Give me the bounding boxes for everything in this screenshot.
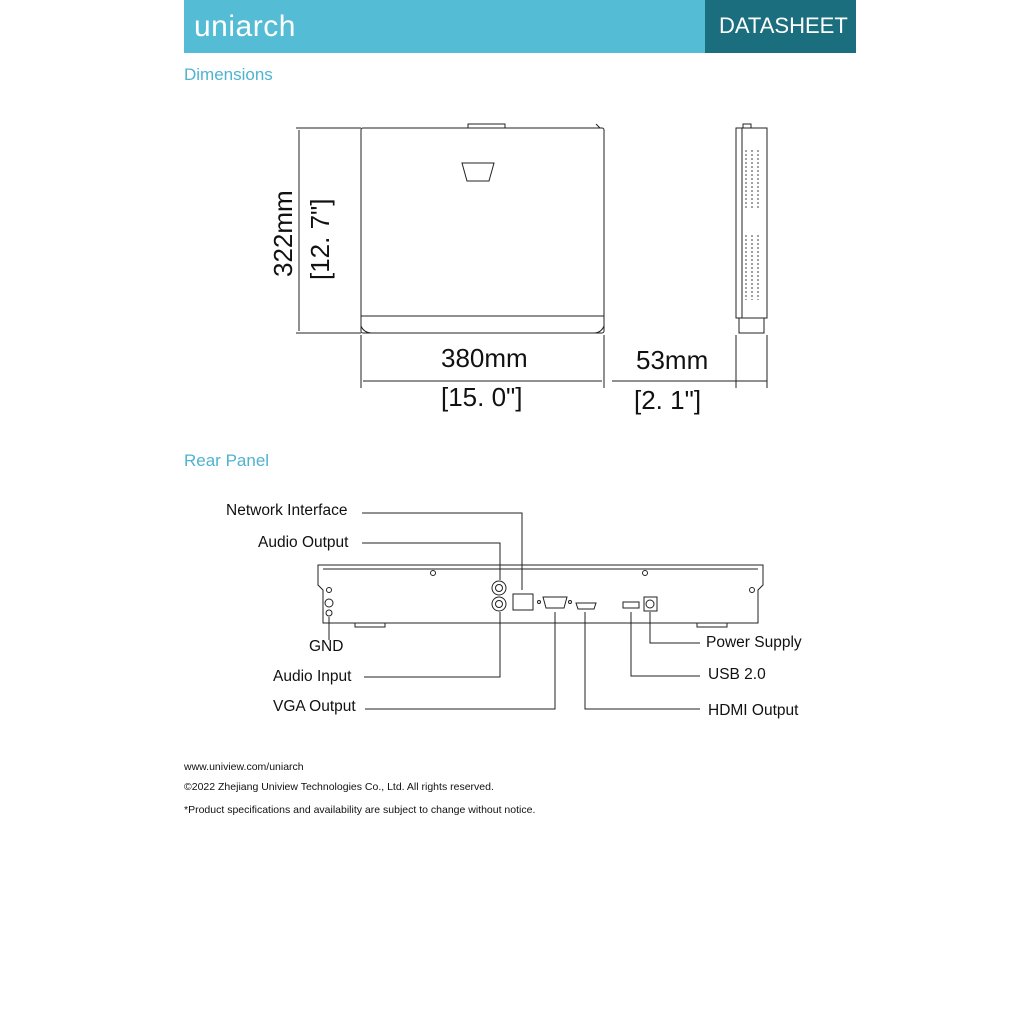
top-view-drawing: [361, 124, 604, 333]
label-audio-input: Audio Input: [273, 668, 352, 685]
document-title: DATASHEET: [719, 13, 848, 38]
width-inch-label: [15. 0"]: [441, 382, 523, 412]
label-audio-output: Audio Output: [258, 534, 349, 551]
label-vga-output: VGA Output: [273, 698, 356, 715]
label-power-supply: Power Supply: [706, 634, 802, 651]
depth-mm-label: 53mm: [636, 345, 709, 375]
height-inch-label: [12. 7"]: [305, 198, 335, 280]
rear-panel-drawing: [318, 565, 763, 627]
footer-copyright: ©2022 Zhejiang Uniview Technologies Co., Ltd. All rights reserved.: [184, 781, 494, 793]
label-gnd: GND: [309, 638, 344, 655]
section-rear-panel: Rear Panel: [184, 451, 270, 470]
width-mm-label: 380mm: [441, 343, 528, 373]
side-view-drawing: [736, 124, 767, 333]
height-mm-label: 322mm: [268, 190, 298, 277]
label-network-interface: Network Interface: [226, 502, 348, 519]
footer-url[interactable]: www.uniview.com/uniarch: [184, 761, 304, 773]
label-usb: USB 2.0: [708, 666, 766, 683]
label-hdmi-output: HDMI Output: [708, 702, 799, 719]
uniarch-logo: uniarch: [194, 10, 296, 43]
depth-inch-label: [2. 1"]: [634, 385, 702, 415]
section-dimensions: Dimensions: [184, 65, 273, 84]
footer-notice: *Product specifications and availability are subject to change without notice.: [184, 804, 536, 816]
